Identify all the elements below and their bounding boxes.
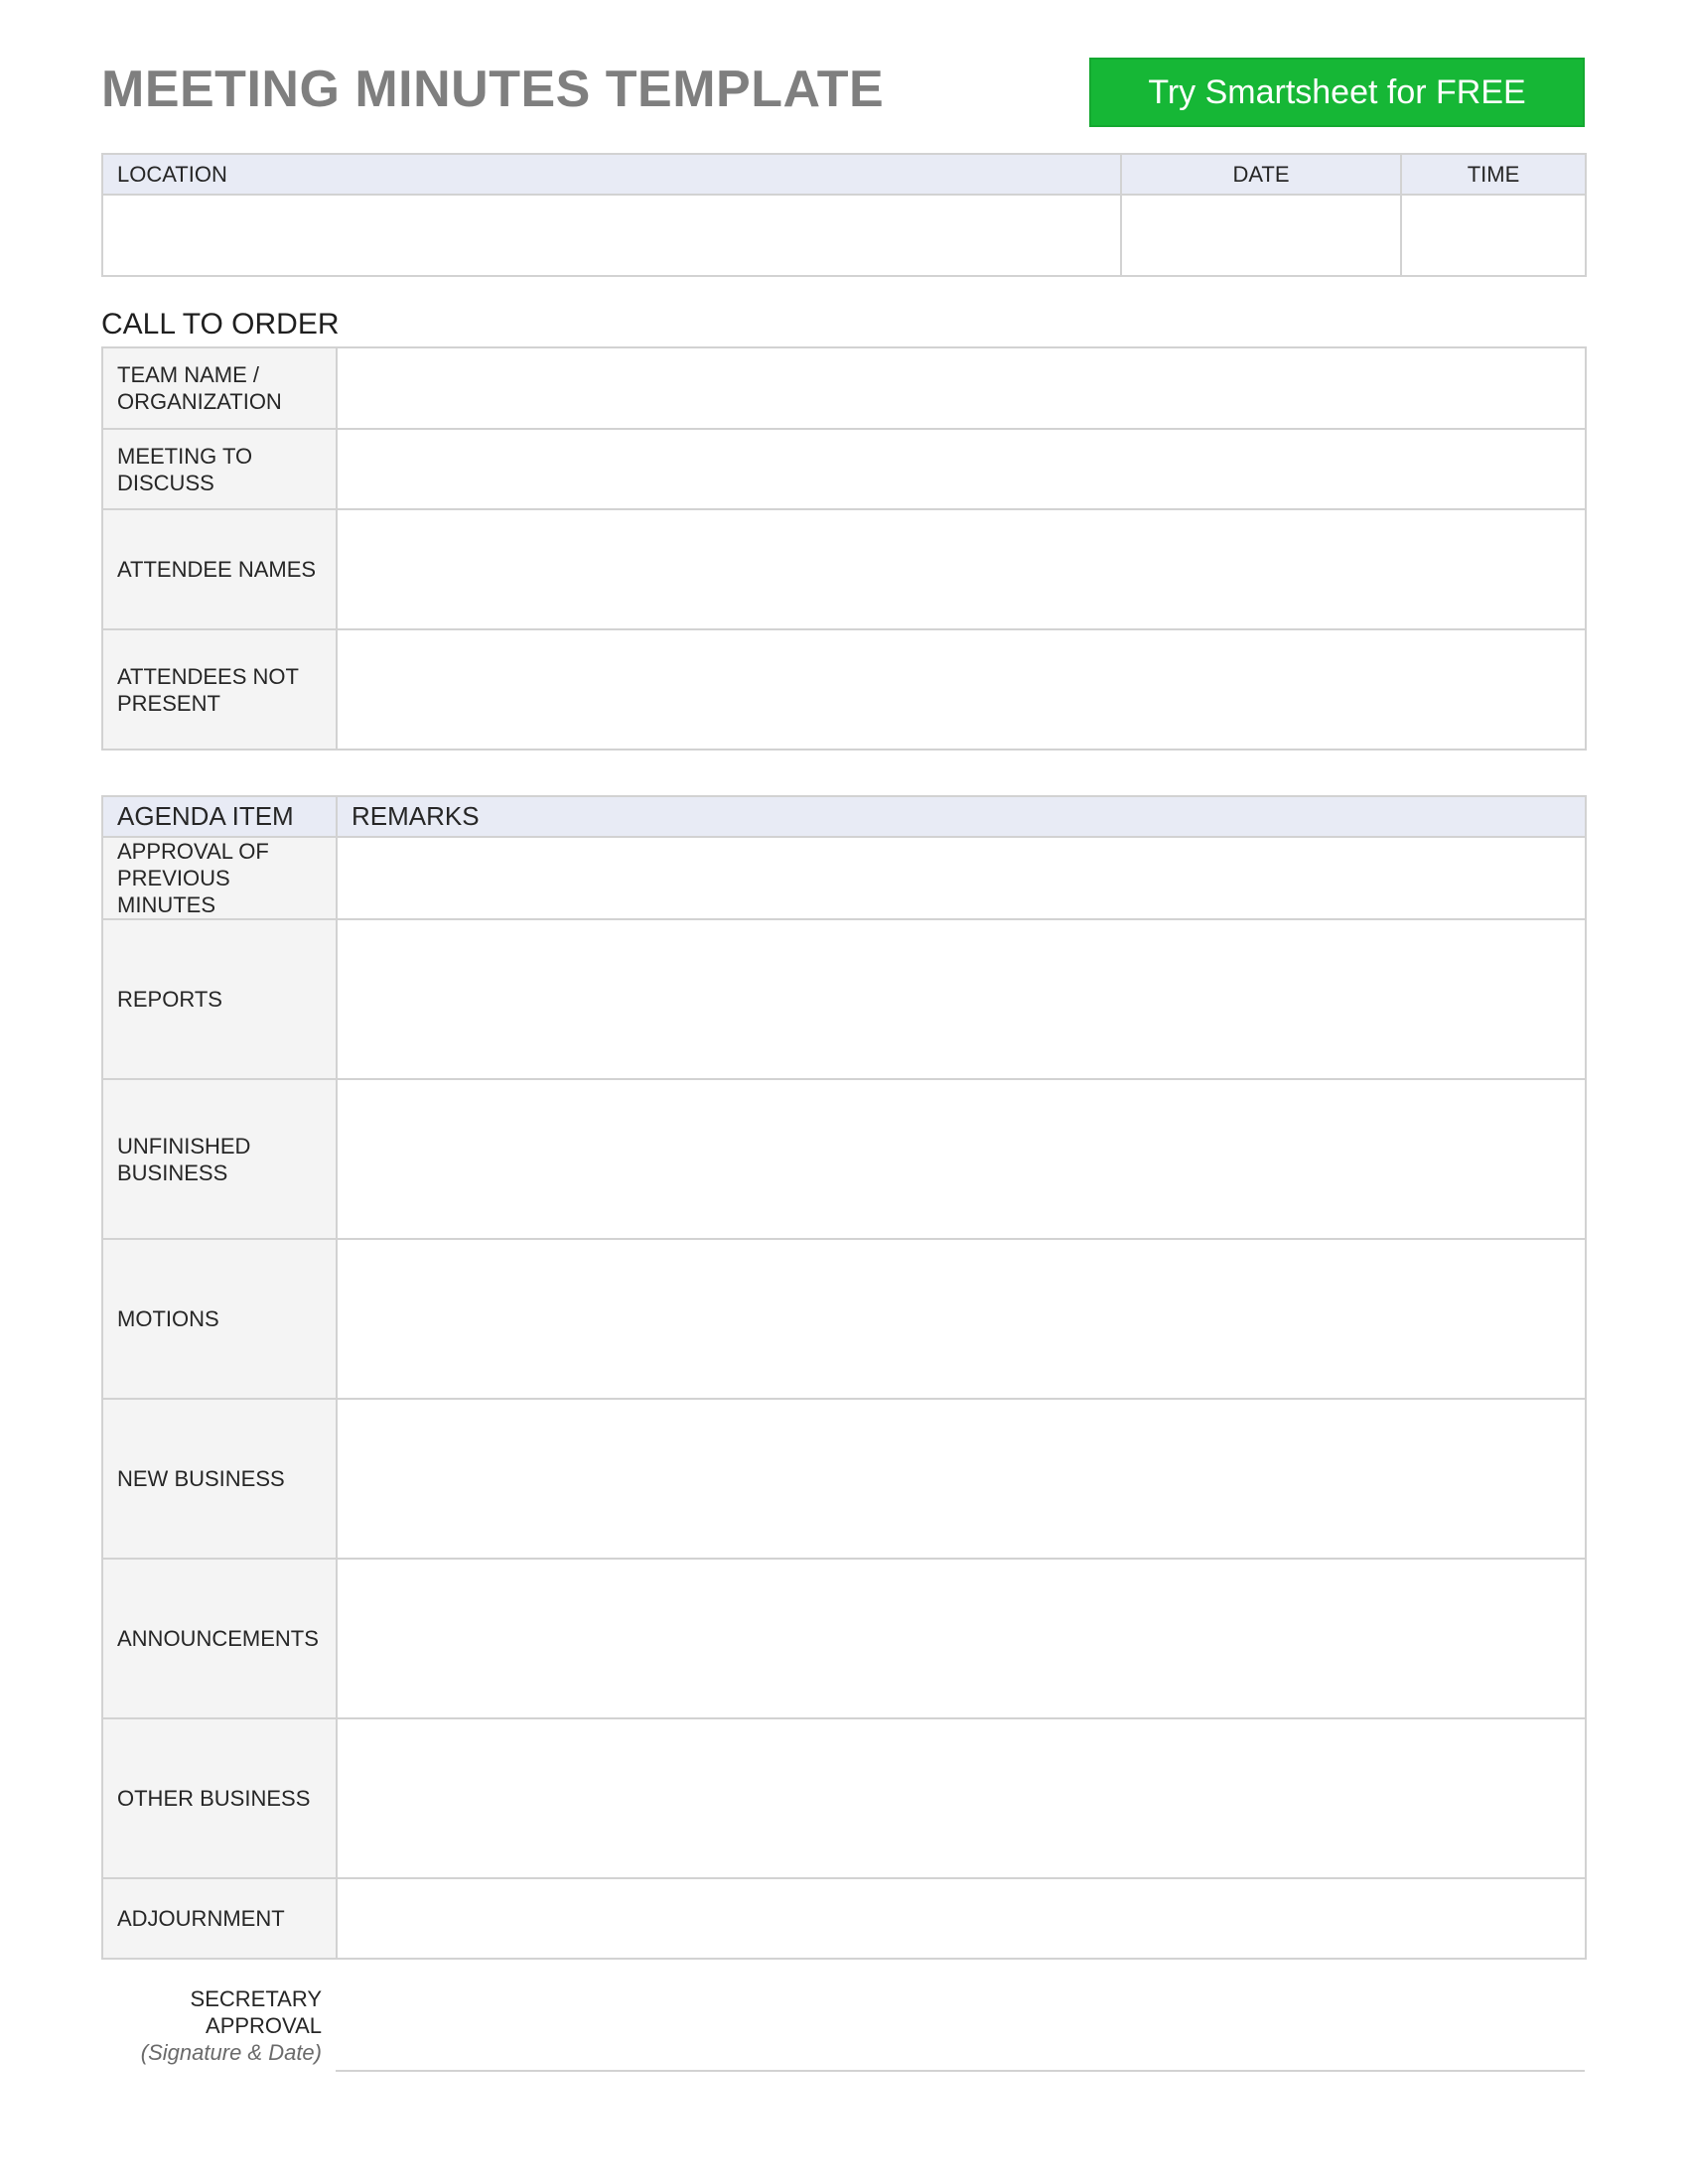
date-header: DATE [1121,154,1401,195]
location-field[interactable] [102,195,1121,276]
time-header: TIME [1401,154,1586,195]
agenda-item-reports: REPORTS [102,919,337,1079]
signature-date-note: (Signature & Date) [140,2040,322,2065]
remarks-field-motions[interactable] [337,1239,1586,1399]
secretary-approval-label [99,1985,322,2066]
time-field[interactable] [1401,195,1586,276]
meeting-info-table [101,153,1587,277]
meeting-to-discuss-label: MEETING TO DISCUSS [102,429,337,509]
agenda-item-motions: MOTIONS [102,1239,337,1399]
remarks-field-reports[interactable] [337,919,1586,1079]
agenda-item-new-business: NEW BUSINESS [102,1399,337,1559]
secretary-label-line2: APPROVAL [206,2013,322,2038]
agenda-item-header: AGENDA ITEM [102,796,337,837]
agenda-item-approval: APPROVAL OF PREVIOUS MINUTES [102,837,337,919]
team-name-label: TEAM NAME / ORGANIZATION [102,347,337,429]
agenda-item-announcements: ANNOUNCEMENTS [102,1559,337,1718]
try-smartsheet-button[interactable]: Try Smartsheet for FREE [1089,58,1585,127]
remarks-field-new-business[interactable] [337,1399,1586,1559]
page-title: MEETING MINUTES TEMPLATE [101,61,885,118]
call-to-order-table [101,346,1587,751]
attendees-not-present-label: ATTENDEES NOT PRESENT [102,629,337,750]
signature-line[interactable] [336,2070,1585,2072]
date-field[interactable] [1121,195,1401,276]
attendee-names-field[interactable] [337,509,1586,629]
remarks-field-other-business[interactable] [337,1718,1586,1878]
remarks-field-approval[interactable] [337,837,1586,919]
remarks-header: REMARKS [337,796,1586,837]
agenda-table [101,795,1587,1960]
attendee-names-label: ATTENDEE NAMES [102,509,337,629]
attendees-not-present-field[interactable] [337,629,1586,750]
remarks-field-announcements[interactable] [337,1559,1586,1718]
agenda-item-other-business: OTHER BUSINESS [102,1718,337,1878]
remarks-field-unfinished-business[interactable] [337,1079,1586,1239]
remarks-field-adjournment[interactable] [337,1878,1586,1959]
agenda-item-unfinished-business: UNFINISHED BUSINESS [102,1079,337,1239]
team-name-field[interactable] [337,347,1586,429]
call-to-order-heading: CALL TO ORDER [101,308,340,341]
meeting-to-discuss-field[interactable] [337,429,1586,509]
agenda-item-adjournment: ADJOURNMENT [102,1878,337,1959]
secretary-label-line1: SECRETARY [190,1986,322,2011]
location-header: LOCATION [102,154,1121,195]
